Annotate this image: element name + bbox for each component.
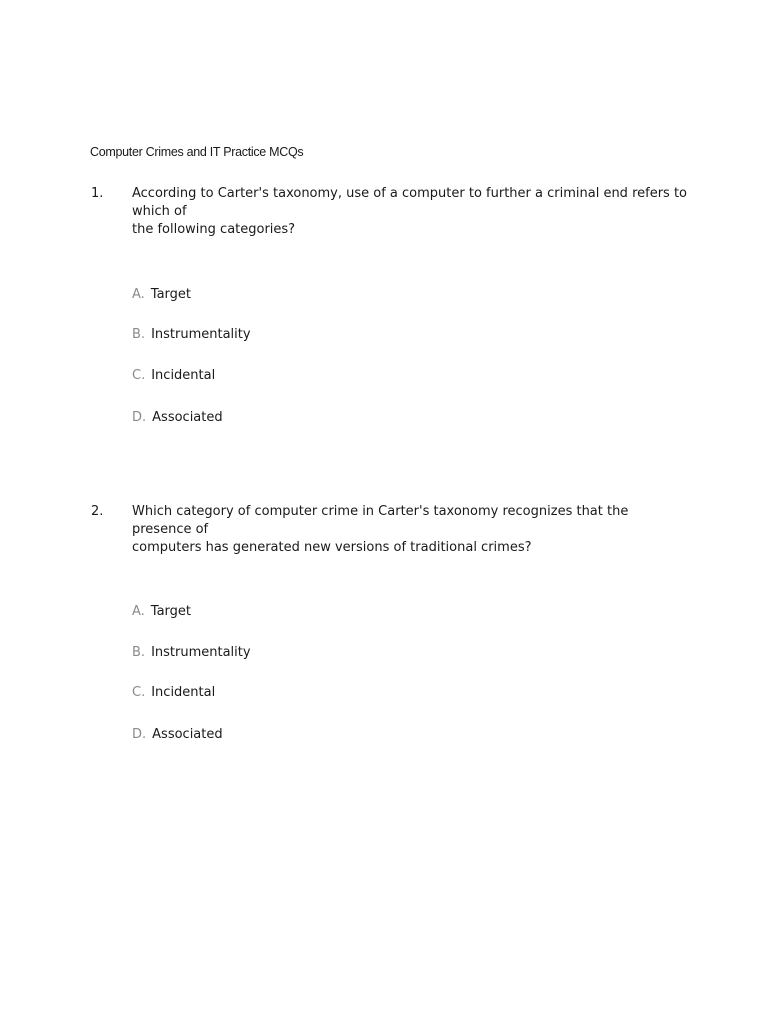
question-text-line: which of — [132, 204, 187, 219]
option-text: Target — [150, 604, 192, 619]
option-c[interactable] — [132, 684, 215, 702]
option-c[interactable] — [132, 367, 215, 385]
option-letter: A. — [132, 604, 145, 619]
option-text: Incidental — [151, 368, 216, 383]
option-letter: D. — [132, 410, 147, 425]
option-letter: B. — [132, 645, 146, 660]
option-text: Target — [150, 287, 192, 302]
question-number: 1. — [91, 186, 104, 201]
question-text-line: computers has generated new versions of traditional crimes? — [132, 540, 532, 555]
option-text: Instrumentality — [151, 327, 251, 342]
option-b[interactable] — [132, 644, 251, 662]
option-d[interactable] — [132, 726, 223, 744]
option-a[interactable] — [132, 603, 191, 621]
option-letter: A. — [132, 287, 145, 302]
option-text: Instrumentality — [151, 645, 251, 660]
option-a[interactable] — [132, 286, 191, 304]
option-letter: D. — [132, 727, 147, 742]
question-text-line: presence of — [132, 522, 209, 537]
option-text: Associated — [152, 410, 223, 425]
option-letter: C. — [132, 685, 146, 700]
question-text-line: Which category of computer crime in Carter's taxonomy recognizes that the — [132, 504, 629, 519]
document-title: Computer Crimes and IT Practice MCQs — [90, 145, 304, 159]
option-letter: C. — [132, 368, 146, 383]
option-b[interactable] — [132, 326, 251, 344]
question-number: 2. — [91, 504, 104, 519]
question-text-line: According to Carter's taxonomy, use of a computer to further a criminal end refers to — [132, 186, 688, 201]
option-text: Incidental — [151, 685, 216, 700]
option-d[interactable] — [132, 409, 223, 427]
question-text — [132, 503, 692, 557]
question-text-line: the following categories? — [132, 222, 296, 237]
question-text — [132, 185, 692, 239]
option-letter: B. — [132, 327, 146, 342]
option-text: Associated — [152, 727, 223, 742]
